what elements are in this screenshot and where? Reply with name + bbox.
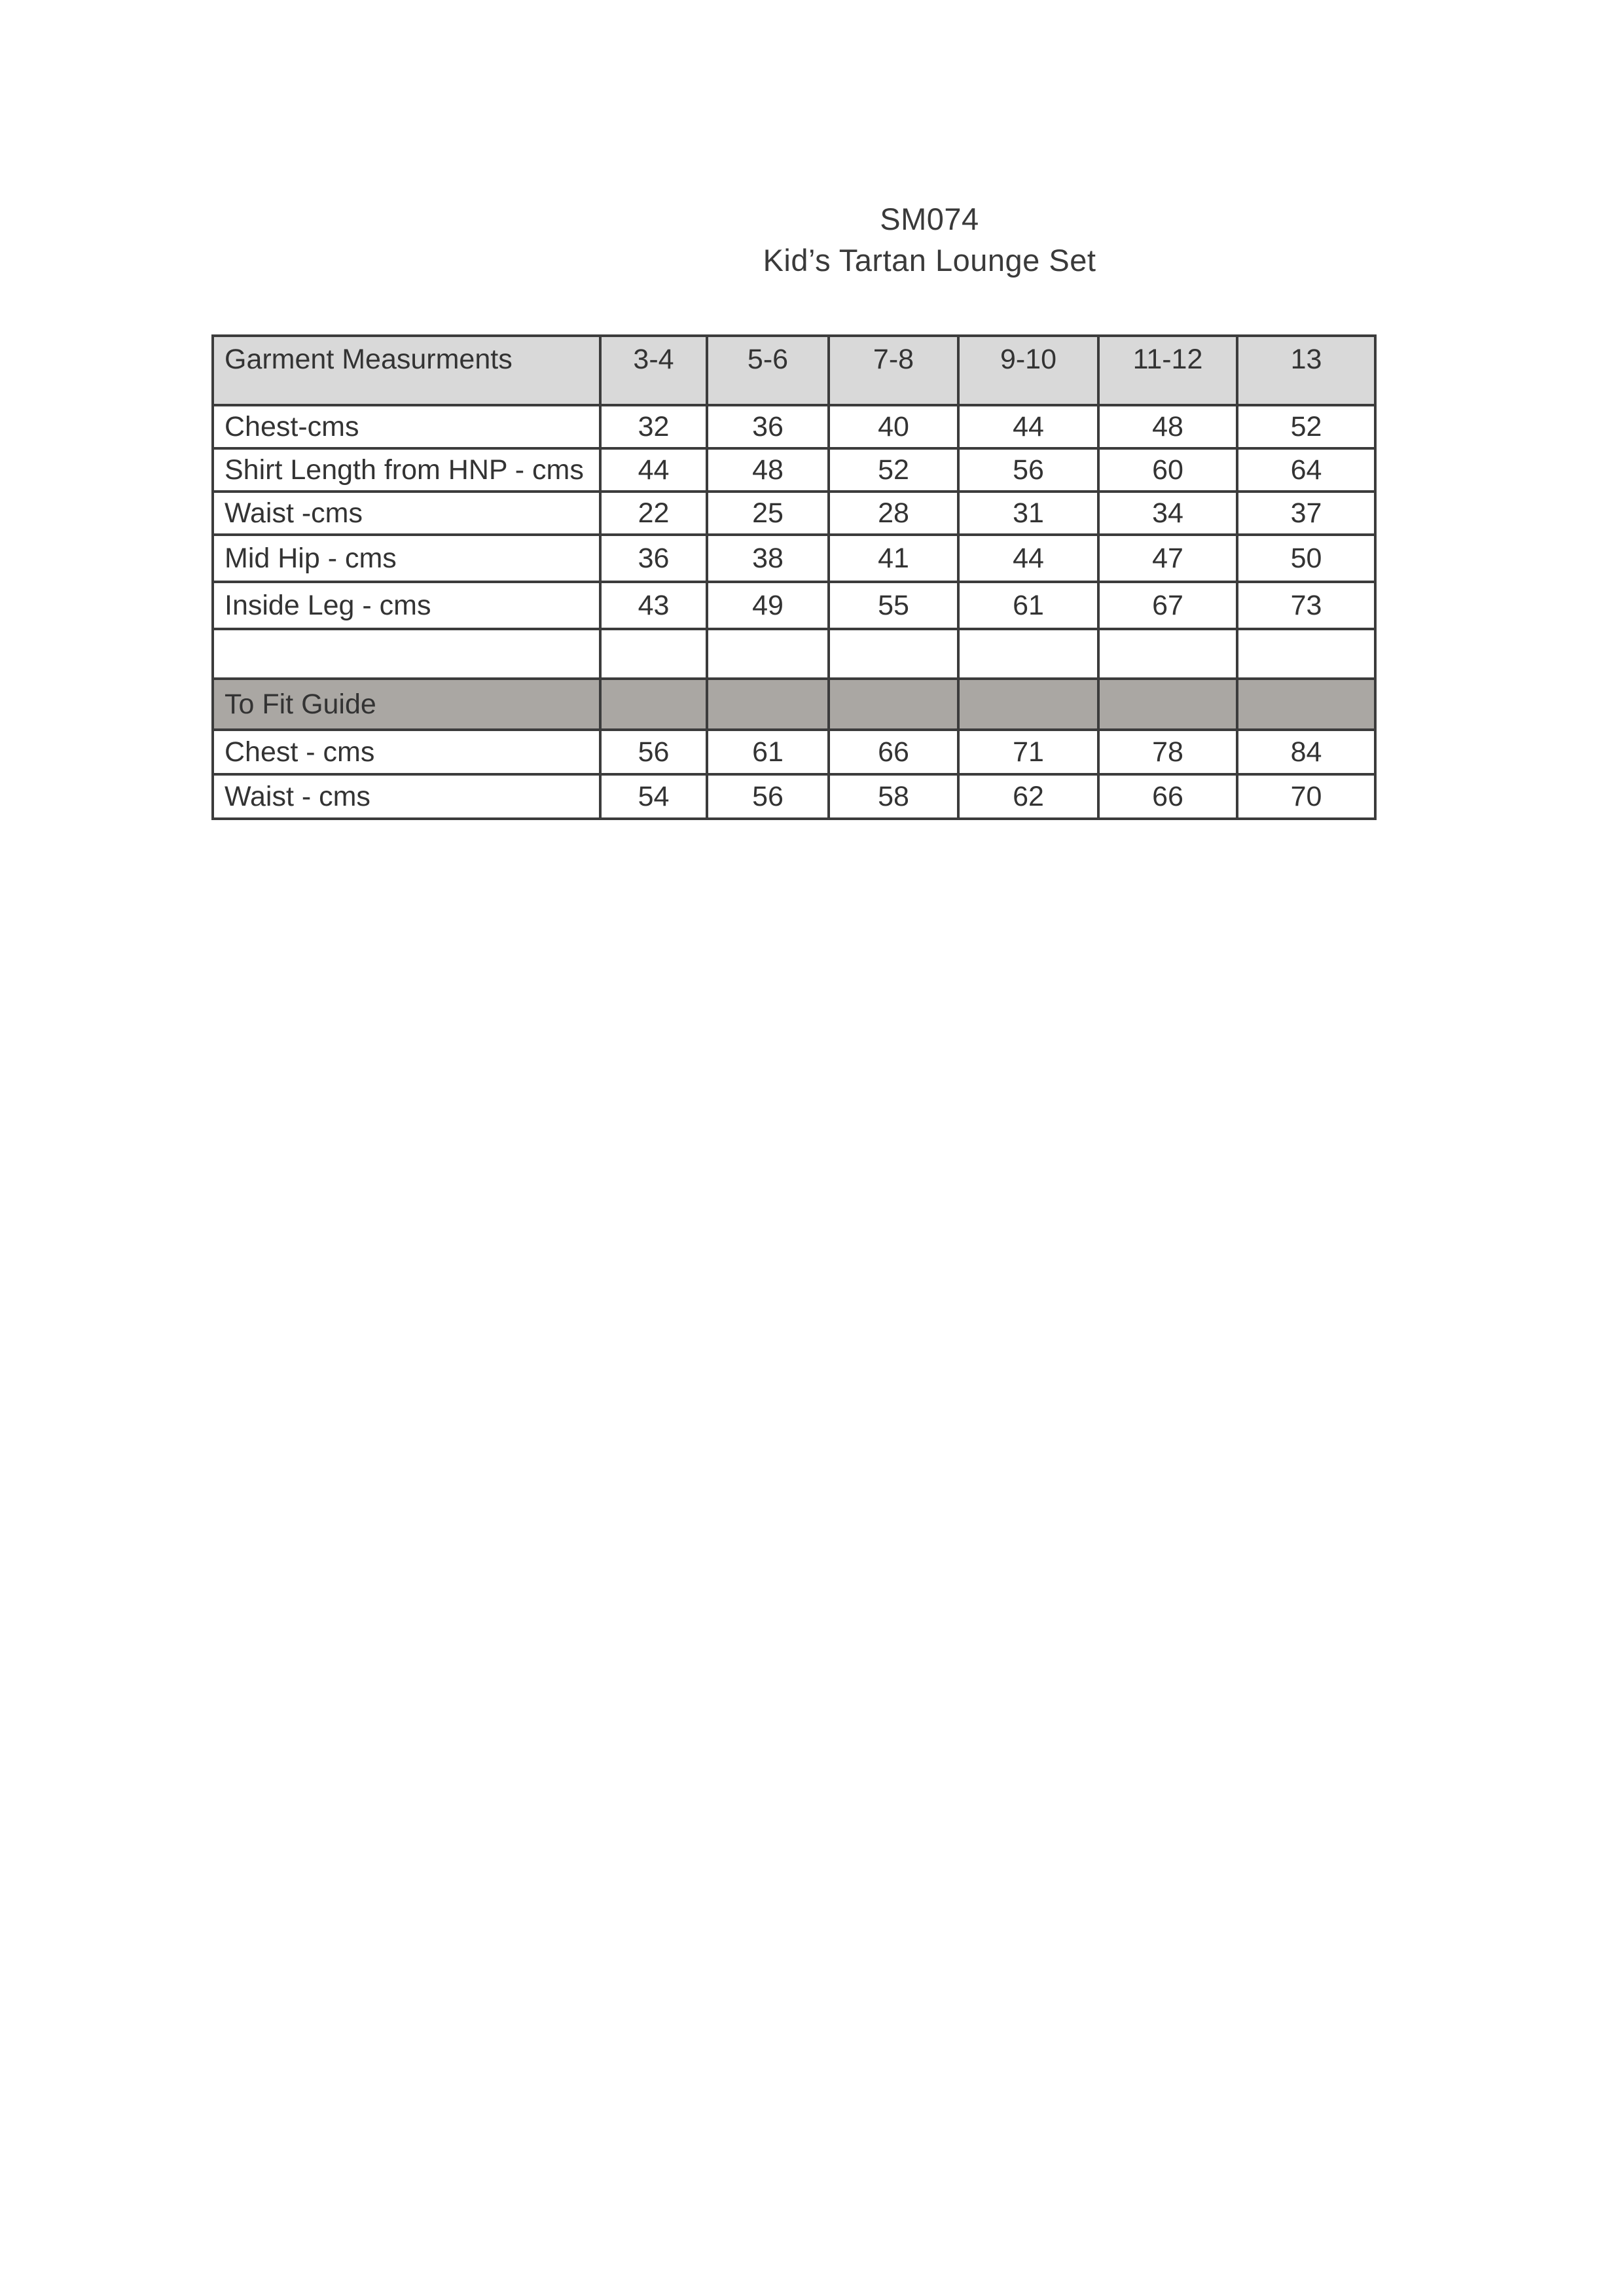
table-cell: 28 [829, 492, 958, 535]
table-row [213, 582, 1375, 629]
blank-row [213, 629, 1375, 679]
table-cell: 48 [707, 448, 829, 492]
row-label: Chest - cms [213, 730, 600, 774]
table-cell: 62 [958, 774, 1098, 819]
document-title-block [733, 198, 1126, 281]
section-header-row [213, 679, 1375, 730]
empty-cell [958, 629, 1098, 679]
table-row [213, 492, 1375, 535]
table-cell: 41 [829, 535, 958, 582]
table-cell: 56 [600, 730, 707, 774]
table-cell: 52 [829, 448, 958, 492]
empty-cell [1098, 629, 1237, 679]
row-label: Waist -cms [213, 492, 600, 535]
table-cell: 44 [600, 448, 707, 492]
table-cell: 60 [1098, 448, 1237, 492]
row-label: Chest-cms [213, 405, 600, 448]
empty-cell [707, 629, 829, 679]
size-header: 3-4 [600, 336, 707, 405]
table-row [213, 774, 1375, 819]
table-cell: 66 [1098, 774, 1237, 819]
table-cell: 56 [958, 448, 1098, 492]
empty-cell [600, 679, 707, 730]
empty-cell [1237, 679, 1375, 730]
table-cell: 52 [1237, 405, 1375, 448]
empty-cell [829, 629, 958, 679]
empty-cell [600, 629, 707, 679]
table-cell: 25 [707, 492, 829, 535]
size-header: 13 [1237, 336, 1375, 405]
row-label: Shirt Length from HNP - cms [213, 448, 600, 492]
table-cell: 44 [958, 405, 1098, 448]
size-header: 11-12 [1098, 336, 1237, 405]
empty-cell [829, 679, 958, 730]
table-cell: 70 [1237, 774, 1375, 819]
table-cell: 66 [829, 730, 958, 774]
table-cell: 47 [1098, 535, 1237, 582]
size-header: 7-8 [829, 336, 958, 405]
empty-cell [958, 679, 1098, 730]
table-cell: 48 [1098, 405, 1237, 448]
table-cell: 34 [1098, 492, 1237, 535]
table-cell: 50 [1237, 535, 1375, 582]
table-row [213, 730, 1375, 774]
table-cell: 67 [1098, 582, 1237, 629]
table-cell: 49 [707, 582, 829, 629]
row-label: Mid Hip - cms [213, 535, 600, 582]
product-name: Kid’s Tartan Lounge Set [763, 243, 1096, 278]
size-chart-table [211, 334, 1377, 820]
table-cell: 71 [958, 730, 1098, 774]
table-cell: 40 [829, 405, 958, 448]
table-cell: 56 [707, 774, 829, 819]
table-cell: 31 [958, 492, 1098, 535]
table-row [213, 405, 1375, 448]
size-header: 9-10 [958, 336, 1098, 405]
table-cell: 22 [600, 492, 707, 535]
table-cell: 55 [829, 582, 958, 629]
empty-cell [1237, 629, 1375, 679]
table-cell: 38 [707, 535, 829, 582]
table-cell: 64 [1237, 448, 1375, 492]
table-cell: 61 [958, 582, 1098, 629]
table-row [213, 448, 1375, 492]
product-code: SM074 [880, 202, 979, 236]
table-header-row [213, 336, 1375, 405]
table-cell: 78 [1098, 730, 1237, 774]
empty-cell [707, 679, 829, 730]
table-cell: 44 [958, 535, 1098, 582]
empty-cell [213, 629, 600, 679]
empty-cell [1098, 679, 1237, 730]
table-cell: 36 [707, 405, 829, 448]
table-cell: 58 [829, 774, 958, 819]
table-cell: 84 [1237, 730, 1375, 774]
table-cell: 36 [600, 535, 707, 582]
table-cell: 32 [600, 405, 707, 448]
row-label: Waist - cms [213, 774, 600, 819]
row-label: Inside Leg - cms [213, 582, 600, 629]
table-cell: 54 [600, 774, 707, 819]
table-cell: 61 [707, 730, 829, 774]
table-cell: 73 [1237, 582, 1375, 629]
header-label: Garment Measurments [213, 336, 600, 405]
table-cell: 43 [600, 582, 707, 629]
table-row [213, 535, 1375, 582]
section-label: To Fit Guide [213, 679, 600, 730]
table-cell: 37 [1237, 492, 1375, 535]
size-header: 5-6 [707, 336, 829, 405]
